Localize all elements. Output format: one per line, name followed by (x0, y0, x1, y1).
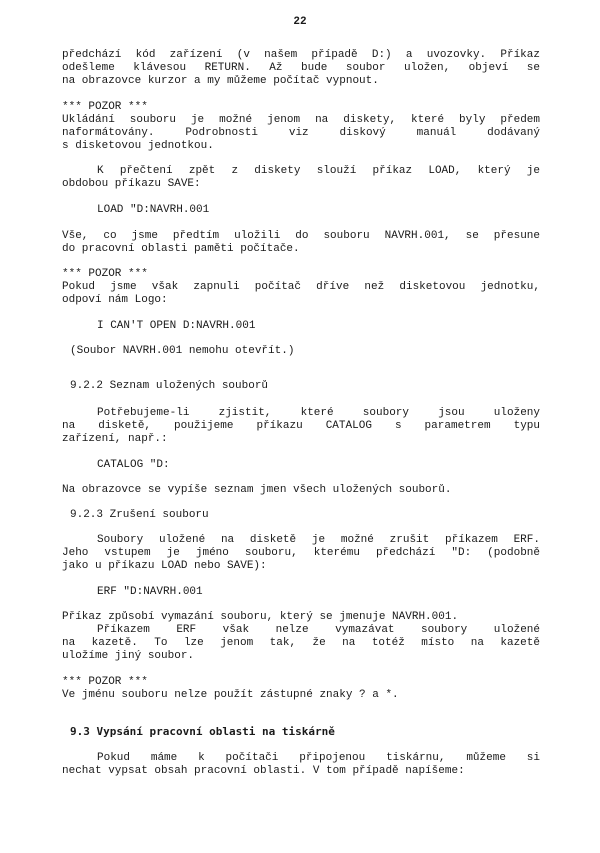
warning-line: Ve jménu souboru nelze použít zástupné znaky ? a *. (62, 689, 399, 701)
paragraph-line: zařízení, např.: (62, 433, 168, 445)
paragraph-line: uložíme jiný soubor. (62, 650, 195, 662)
warning-title: *** POZOR *** (62, 101, 148, 113)
code-line: ERF "D:NAVRH.001 (97, 586, 203, 598)
paragraph-line: Potřebujeme-li zjistit, které soubory jsou uloženy (97, 407, 540, 419)
paragraph-line: Na obrazovce se vypíše seznam jmen všech uložených souborů. (62, 484, 452, 496)
paragraph-line: obdobou příkazu SAVE: (62, 178, 201, 190)
section-heading-9-2-3: 9.2.3 Zrušení souboru (70, 509, 209, 521)
paragraph-line: odešleme klávesou RETURN. Až bude soubor uložen, objeví se (62, 62, 540, 74)
page-number: 22 (293, 16, 307, 28)
paragraph-line: Příkazem ERF však nelze vymazávat soubory uložené (97, 624, 540, 636)
paragraph-line: Příkaz způsobí vymazání souboru, který se jmenuje NAVRH.001. (62, 611, 459, 623)
paragraph-line: nechat vypsat obsah pracovní oblasti. V tom případě napíšeme: (62, 765, 465, 777)
paragraph-line: jako u příkazu LOAD nebo SAVE): (62, 560, 267, 572)
paragraph-line: Soubory uložené na disketě je možné zrušit příkazem ERF. (97, 534, 540, 546)
paragraph-line: na obrazovce kurzor a my můžeme počítač vypnout. (62, 75, 379, 87)
paragraph-line: předchází kód zařízení (v našem případě D:) a uvozovky. Příkaz (62, 49, 540, 61)
paragraph-line: Vše, co jsme předtím uložili do souboru NAVRH.001, se přesune (62, 230, 540, 242)
warning-line: naformátovány. Podrobnosti viz diskový manuál dodávaný (62, 127, 540, 139)
code-line: I CAN'T OPEN D:NAVRH.001 (97, 320, 256, 332)
note-line: (Soubor NAVRH.001 nemohu otevřít.) (70, 345, 295, 357)
warning-line: odpoví nám Logo: (62, 294, 168, 306)
section-heading-9-2-2: 9.2.2 Seznam uložených souborů (70, 380, 269, 392)
warning-line: Ukládání souboru je možné jenom na diskety, které byly předem (62, 114, 540, 126)
code-line: LOAD "D:NAVRH.001 (97, 204, 210, 216)
paragraph-line: Jeho vstupem je jméno souboru, kterému předchází "D: (podobně (62, 547, 540, 559)
paragraph-line: do pracovní oblasti paměti počítače. (62, 243, 300, 255)
paragraph-line: K přečtení zpět z diskety slouží příkaz LOAD, který je (97, 165, 540, 177)
warning-line: Pokud jsme však zapnuli počítač dříve než disketovou jednotku, (62, 281, 540, 293)
warning-title: *** POZOR *** (62, 268, 148, 280)
code-line: CATALOG "D: (97, 459, 170, 471)
warning-title: *** POZOR *** (62, 676, 148, 688)
paragraph-line: Pokud máme k počítači připojenou tiskárnu, můžeme si (97, 752, 540, 764)
warning-line: s disketovou jednotkou. (62, 140, 214, 152)
paragraph-line: na disketě, použijeme příkazu CATALOG s parametrem typu (62, 420, 540, 432)
section-heading-9-3: 9.3 Vypsání pracovní oblasti na tiskárně (70, 725, 335, 738)
paragraph-line: na kazetě. To lze jenom tak, že na totéž místo na kazetě (62, 637, 540, 649)
